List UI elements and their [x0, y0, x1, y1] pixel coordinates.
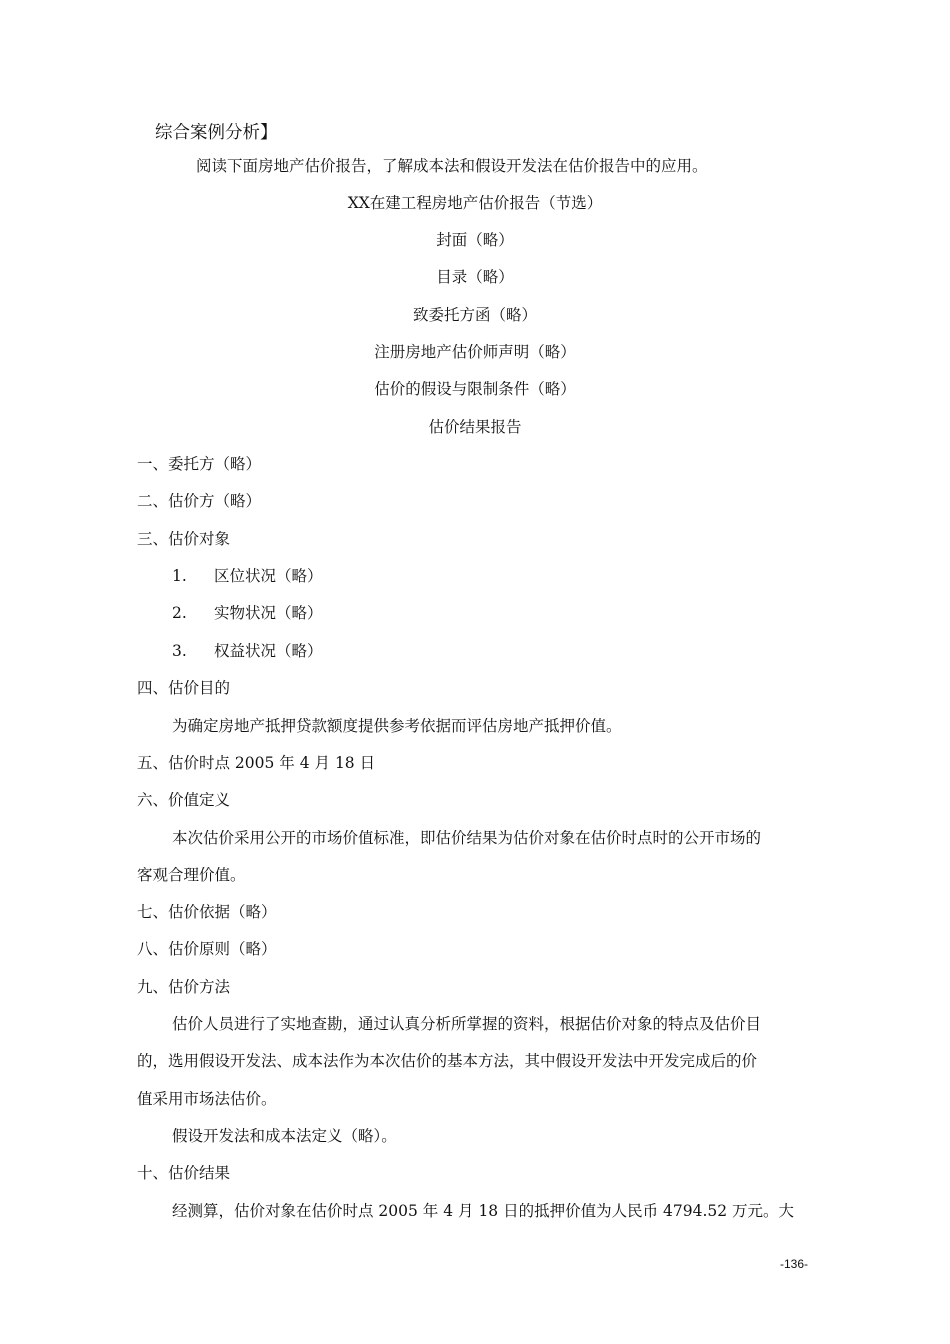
page-number: -136-: [779, 1257, 808, 1271]
section-3-subject: 三、估价对象: [137, 530, 231, 548]
section-1-client: 一、委托方（略）: [137, 455, 262, 473]
section-6-value-definition: 六、价值定义: [137, 791, 231, 809]
section-9-body-line-4: 假设开发法和成本法定义（略）。: [172, 1127, 397, 1145]
subject-item-location: [172, 565, 323, 587]
front-matter-toc: 目录（略）: [436, 268, 514, 286]
subject-item-physical: [172, 602, 323, 624]
section-heading: 综合案例分析】: [155, 123, 278, 143]
section-6-body-line-2: 客观合理价值。: [137, 866, 246, 884]
item-number: 3.: [172, 642, 187, 660]
front-matter-result-report: 估价结果报告: [428, 418, 522, 436]
section-5-valuation-date: 五、估价时点 2005 年 4 月 18 日: [137, 754, 376, 772]
section-9-body-line-3: 值采用市场法估价。: [137, 1090, 277, 1108]
section-4-purpose: 四、估价目的: [137, 679, 231, 697]
front-matter-cover: 封面（略）: [436, 231, 514, 249]
intro-paragraph: 阅读下面房地产估价报告，了解成本法和假设开发法在估价报告中的应用。: [196, 157, 708, 175]
front-matter-statement: 注册房地产估价师声明（略）: [374, 343, 576, 361]
section-8-principles: 八、估价原则（略）: [137, 940, 277, 958]
section-9-methods: 九、估价方法: [137, 978, 231, 996]
section-10-body: 经测算，估价对象在估价时点 2005 年 4 月 18 日的抵押价值为人民币 4794.52 万元。大: [172, 1202, 795, 1220]
section-9-body-line-1: 估价人员进行了实地查勘，通过认真分析所掌握的资料，根据估价对象的特点及估价目: [172, 1015, 762, 1033]
section-6-body-line-1: 本次估价采用公开的市场价值标准，即估价结果为估价对象在估价时点时的公开市场的: [172, 829, 762, 847]
subject-item-rights: [172, 640, 323, 662]
section-2-appraiser: 二、估价方（略）: [137, 492, 262, 510]
section-9-body-line-2: 的，选用假设开发法、成本法作为本次估价的基本方法，其中假设开发法中开发完成后的价: [137, 1052, 758, 1070]
front-matter-letter: 致委托方函（略）: [412, 306, 537, 324]
section-4-body: 为确定房地产抵押贷款额度提供参考依据而评估房地产抵押价值。: [172, 717, 622, 735]
item-number: 2.: [172, 604, 187, 622]
section-10-result: 十、估价结果: [137, 1164, 231, 1182]
item-text: 实物状况（略）: [214, 604, 323, 622]
front-matter-assumptions: 估价的假设与限制条件（略）: [374, 380, 576, 398]
section-7-basis: 七、估价依据（略）: [137, 903, 277, 921]
item-text: 区位状况（略）: [214, 567, 323, 585]
item-number: 1.: [172, 567, 187, 585]
item-text: 权益状况（略）: [214, 642, 323, 660]
report-title: XX在建工程房地产估价报告（节选）: [347, 194, 603, 212]
